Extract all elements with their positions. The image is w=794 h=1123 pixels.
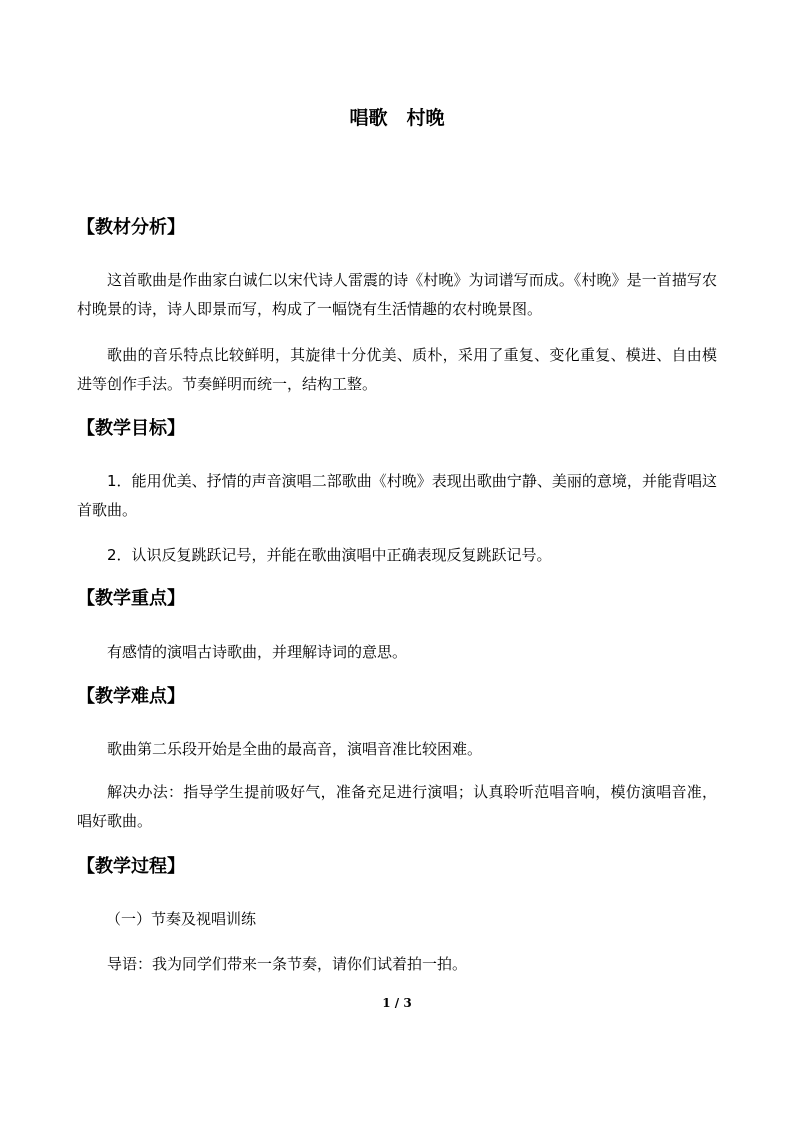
goal-item-1: 1．能用优美、抒情的声音演唱二部歌曲《村晚》表现出歌曲宁静、美丽的意境，并能背唱这首歌曲。 xyxy=(77,472,717,519)
page-number: 1 / 3 xyxy=(382,996,412,1010)
page-title: 唱歌 村晚 xyxy=(349,107,445,129)
difficulties-paragraph-2: 解决办法：指导学生提前吸好气，准备充足进行演唱；认真聆听范唱音响，模仿演唱音准，唱好歌曲。 xyxy=(77,783,717,830)
section-heading-process: 【教学过程】 xyxy=(77,856,185,877)
analysis-paragraph-2: 歌曲的音乐特点比较鲜明，其旋律十分优美、质朴，采用了重复、变化重复、模进、自由模进等创作手法。节奏鲜明而统一，结构工整。 xyxy=(77,346,717,393)
key-points-paragraph-1: 有感情的演唱古诗歌曲，并理解诗词的意思。 xyxy=(107,643,408,661)
section-heading-key-points: 【教学重点】 xyxy=(77,588,185,609)
difficulties-paragraph-1: 歌曲第二乐段开始是全曲的最高音，演唱音准比较困难。 xyxy=(107,740,483,758)
goal-item-2: 2．认识反复跳跃记号，并能在歌曲演唱中正确表现反复跳跃记号。 xyxy=(107,546,552,564)
process-paragraph-1: 导语：我为同学们带来一条节奏，请你们试着拍一拍。 xyxy=(107,955,468,973)
section-heading-analysis: 【教材分析】 xyxy=(77,217,185,238)
section-heading-difficulties: 【教学难点】 xyxy=(77,686,185,707)
section-heading-goals: 【教学目标】 xyxy=(77,418,185,439)
process-subheading: （一）节奏及视唱训练 xyxy=(106,910,257,928)
analysis-paragraph-1: 这首歌曲是作曲家白诚仁以宋代诗人雷震的诗《村晚》为词谱写而成。《村晚》是一首描写农村晚景的诗，诗人即景而写，构成了一幅饶有生活情趣的农村晚景图。 xyxy=(77,271,717,318)
